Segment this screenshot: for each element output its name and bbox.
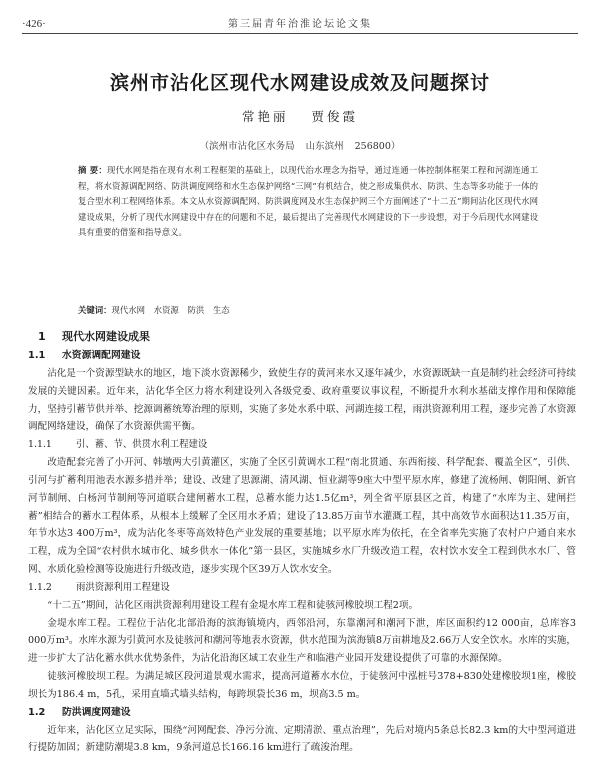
subsubsection-title: 雨洪资源利用工程建设 — [76, 581, 170, 593]
authors: 常艳丽 贾俊霞 — [242, 109, 358, 124]
paragraph: 徒骇河橡胶坝工程。为满足城区段河道景观水需求，提高河道蓄水水位，于徒骇河中泓桩号378+830处建橡胶坝1座，橡胶坝长为186.4 m，5孔，采用直墙式墙头结构，每跨坝袋长36 m，坝高3.5 m。 — [28, 670, 576, 700]
subsubsection-number: 1.1.1 — [28, 439, 52, 451]
abstract-label: 摘 要： — [78, 165, 108, 175]
subsection-heading — [28, 704, 576, 722]
paragraph: 沾化是一个资源型缺水的地区，地下淡水资源稀少，致使生存的黄河来水又逐年减少，水资源既缺一直是制约社会经济可持续发展的关键因素。近年来，沾化华全区力将水利建设列入各级党委、政府重要议事议程，不断提升水利水基础支撑作用和保障能力，坚持引蓄节供并举、挖源调蓄统筹治理的原则，实施了多处水系中联、河湖连接工程，雨洪资源利用工程，逐步完善了水资源调配网络建设，确保了水资源供需平衡。 — [28, 368, 576, 433]
section-number: 1 — [38, 330, 46, 343]
keywords — [78, 303, 538, 317]
subsection-number: 1.2 — [28, 706, 46, 718]
header-rule — [22, 33, 578, 34]
subsection-number: 1.1 — [28, 350, 46, 361]
keywords-text: 现代水网 水资源 防洪 生态 — [111, 305, 230, 315]
affiliation: （滨州市沾化区水务局 山东滨州 256800） — [199, 141, 401, 152]
journal-title: 第三届青年治淮论坛论文集 — [228, 19, 372, 30]
paragraph: 近年来，沾化区立足实际，围绕“河网配套、净污分流、定期清淤、重点治理”，先后对境内5条总长82.3 km的大中型河道进行提防加固；新建防潮堤3.8 km，9条河道总长166.16 km进行了疏浚治理。 — [28, 724, 576, 754]
subsubsection-title: 引、蓄、节、供贯水利工程建设 — [76, 439, 208, 451]
section-heading — [28, 328, 576, 346]
section-title: 现代水网建设成果 — [62, 330, 150, 343]
subsubsection-number: 1.1.2 — [28, 581, 52, 593]
paragraph: “十二五”期间，沾化区雨洪资源利用建设工程有金堤水库工程和徒骇河橡胶坝工程2项。 — [47, 599, 419, 611]
subsection-title: 水资源调配网建设 — [62, 350, 141, 361]
abstract — [78, 163, 538, 241]
keywords-label: 关键词： — [78, 305, 112, 315]
abstract-text: 现代水网是指在现有水利工程框架的基础上，以现代治水理念为指导，通过连通一体控制体框架工程和河湖连通工程，将水资源调配网络、防洪调度网络和水生态保护网络“三网”有机结合，使之形成集供水、防洪、生态等多功能于一体的复合型水利工程网络体系。本文从水资源调配网、防洪调度网及水生态保护网三个方面阐述了“十二五”期间沾化区现代水网建设成果，分析了现代水网建设中存在的问题和不足，最后提出了完善现代水网建设的下一步设想，对于今后现代水网建设具有重要的借鉴和指导意义。 — [78, 165, 538, 238]
subsubsection-heading — [28, 436, 576, 454]
article-body — [28, 328, 576, 757]
article-title: 滨州市沾化区现代水网建设成效及问题探讨 — [109, 72, 490, 94]
subsection-title: 防洪调度网建设 — [62, 706, 131, 718]
page-number: ·426· — [22, 18, 46, 30]
paragraph: 改造配套完善了小开河、韩墩两大引黄灌区，实施了全区引黄调水工程“南北贯通、东西衔接、科学配套、覆盖全区”，引供、引河与扩蓄利用池表水源多措并举；建设、改建了思源湖、清风湖、恒业湖等9座大中型平原水库，修建了流杨闸、朝阳闸、新官河节制闸、白杨河节制闸等河道联合建闸蓄水工程，总蓄水能力达1.5亿m³，列全省平原县区之首，构建了“水库为主、建闸拦蓄”相结合的蓄水工程体系，从根本上缓解了全区用水矛盾；建设了13.85万亩节水灌溉工程，其中高效节水面积达11.35万亩，年节水达3 400万m³，成为沾化冬枣等高效特色产业发展的重要基地；以平原水库为依托，在全省率先实施了农村户户通自来水工程，成为全国“农村供水城市化、城乡供水一体化”第一县区，实施城乡水厂升级改造工程，农村饮水安全工程到供水水厂、管网、水质化验检测等设施进行升级改造，逐步实现个区39万人饮水安全。 — [28, 457, 576, 575]
running-head — [22, 10, 578, 30]
paragraph: 金堤水库工程。工程位于沾化北部沿海的滨海镇境内，西邻沿河，东靠潮河和潮河下泄，库区面积约12 000亩，总库容3 000万m³。水库水源为引黄河水及徒骇河和潮河等地表水资源，供水范围为滨海镇8万亩耕地及2.66万人安全饮水。水库的实施，进一步扩大了沾化蓄水供水优势条件，为沾化沿海区域工农业生产和临港产业园开发建设提供了可靠的水源保障。 — [28, 617, 576, 665]
subsubsection-heading — [28, 579, 576, 597]
subsection-heading — [28, 347, 576, 365]
